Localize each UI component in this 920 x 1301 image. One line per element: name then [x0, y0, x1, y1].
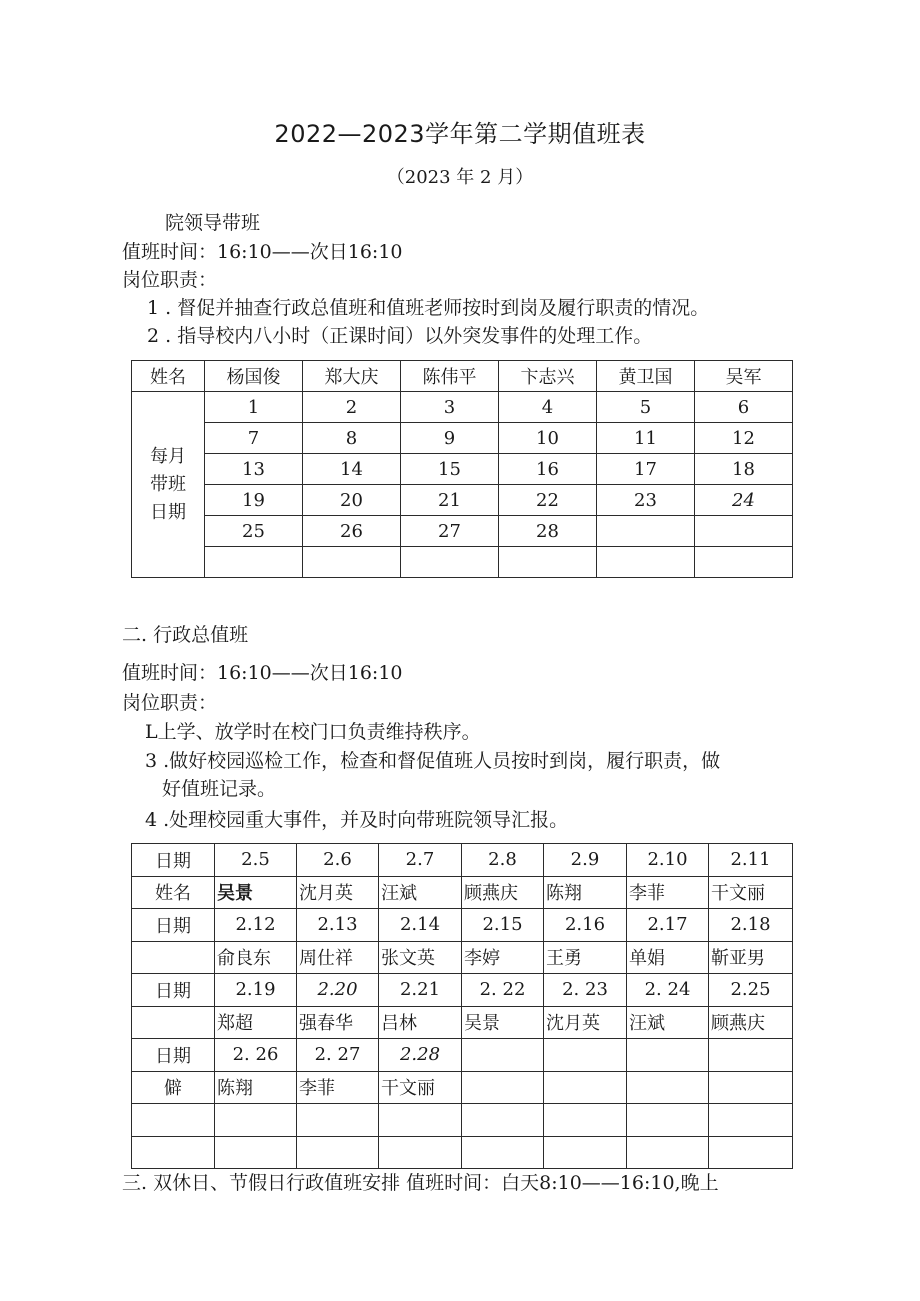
section2-duty-item: L上学、放学时在校门口负责维持秩序。 — [145, 721, 481, 743]
date-cell — [695, 547, 793, 578]
admin-duty-table — [131, 843, 793, 1169]
name-cell: 吴景 — [215, 876, 297, 909]
date-cell: 1 — [205, 392, 303, 423]
empty-cell — [709, 1104, 793, 1137]
table-row — [132, 1136, 793, 1169]
date-cell: 19 — [205, 485, 303, 516]
date-cell: 12 — [695, 423, 793, 454]
date-cell: 15 — [401, 454, 499, 485]
empty-cell — [379, 1104, 462, 1137]
name-cell: 汪斌 — [379, 876, 462, 909]
empty-cell — [544, 1104, 627, 1137]
date-cell: 25 — [205, 516, 303, 547]
date-cell: 14 — [303, 454, 401, 485]
section2-duty-time: 值班时间：16:10——次日16:10 — [122, 662, 403, 684]
date-cell: 2.7 — [379, 844, 462, 877]
name-cell: 李菲 — [627, 876, 709, 909]
header-cell: 卞志兴 — [499, 361, 597, 392]
date-cell: 2.14 — [379, 909, 462, 942]
table-row — [132, 1039, 793, 1072]
empty-cell — [297, 1104, 379, 1137]
name-cell: 张文英 — [379, 941, 462, 974]
date-cell: 2.25 — [709, 974, 793, 1007]
date-cell — [303, 547, 401, 578]
section2-heading: 二. 行政总值班 — [122, 624, 249, 646]
date-cell: 2.17 — [627, 909, 709, 942]
section1-duty-item: 1 . 督促并抽查行政总值班和值班老师按时到岗及履行职责的情况。 — [147, 297, 710, 319]
date-cell: 2.5 — [215, 844, 297, 877]
empty-cell — [462, 1104, 544, 1137]
date-cell: 2.21 — [379, 974, 462, 1007]
date-cell — [205, 547, 303, 578]
page-title: 2022—2023学年第二学期值班表 — [274, 120, 646, 148]
row-label: 日期 — [132, 909, 215, 942]
table-row — [132, 909, 793, 942]
name-cell: 陈翔 — [544, 876, 627, 909]
row-label — [132, 1006, 215, 1039]
row-label: 日期 — [132, 974, 215, 1007]
table-row — [132, 547, 793, 578]
date-cell — [597, 516, 695, 547]
empty-cell — [627, 1104, 709, 1137]
name-cell: 汪斌 — [627, 1006, 709, 1039]
name-cell: 吴景 — [462, 1006, 544, 1039]
header-cell: 陈伟平 — [401, 361, 499, 392]
name-cell: 干文丽 — [709, 876, 793, 909]
row-label: 姓名 — [132, 876, 215, 909]
date-cell: 22 — [499, 485, 597, 516]
date-cell: 7 — [205, 423, 303, 454]
date-cell — [462, 1039, 544, 1072]
date-cell: 2.18 — [709, 909, 793, 942]
section1-duties-label: 岗位职责： — [122, 269, 218, 291]
name-cell: 郑超 — [215, 1006, 297, 1039]
table-row — [132, 454, 793, 485]
date-cell: 2.20 — [297, 974, 379, 1007]
name-cell: 俞良东 — [215, 941, 297, 974]
date-cell — [597, 547, 695, 578]
date-cell: 2.9 — [544, 844, 627, 877]
section1-heading: 院领导带班 — [165, 212, 261, 234]
section2-duty-item: 好值班记录。 — [162, 778, 277, 800]
date-cell — [627, 1039, 709, 1072]
name-cell: 靳亚男 — [709, 941, 793, 974]
header-cell: 吴军 — [695, 361, 793, 392]
table-row — [132, 844, 793, 877]
date-cell: 24 — [695, 485, 793, 516]
header-cell: 黄卫国 — [597, 361, 695, 392]
date-cell: 2.12 — [215, 909, 297, 942]
empty-cell — [297, 1136, 379, 1169]
date-cell — [695, 516, 793, 547]
name-cell: 单娟 — [627, 941, 709, 974]
name-cell: 陈翔 — [215, 1071, 297, 1104]
table-header-row — [132, 361, 793, 392]
name-cell — [709, 1071, 793, 1104]
section3-heading: 三. 双休日、节假日行政值班安排 值班时间：白天8:10——16:10,晚上 — [122, 1172, 719, 1194]
date-cell: 11 — [597, 423, 695, 454]
row-label-line: 每月 — [150, 445, 186, 467]
date-cell: 2. 27 — [297, 1039, 379, 1072]
name-cell: 强春华 — [297, 1006, 379, 1039]
name-cell: 顾燕庆 — [462, 876, 544, 909]
row-label-line: 带班 — [150, 473, 186, 495]
date-cell: 2.8 — [462, 844, 544, 877]
date-cell: 2. 22 — [462, 974, 544, 1007]
row-label: 日期 — [132, 844, 215, 877]
name-cell — [462, 1071, 544, 1104]
date-cell — [499, 547, 597, 578]
table-row — [132, 941, 793, 974]
header-cell: 杨国俊 — [205, 361, 303, 392]
date-cell: 2.15 — [462, 909, 544, 942]
section1-duty-time: 值班时间：16:10——次日16:10 — [122, 241, 403, 263]
date-cell: 27 — [401, 516, 499, 547]
row-label-line: 日期 — [150, 501, 186, 523]
date-cell: 20 — [303, 485, 401, 516]
date-cell: 2.10 — [627, 844, 709, 877]
section2-duties-label: 岗位职责： — [122, 692, 218, 714]
name-cell — [627, 1071, 709, 1104]
header-cell: 姓名 — [132, 361, 205, 392]
date-cell: 2. 23 — [544, 974, 627, 1007]
empty-cell — [709, 1136, 793, 1169]
table-row — [132, 1006, 793, 1039]
page-subtitle: （2023 年 2 月） — [386, 167, 534, 188]
empty-cell — [627, 1136, 709, 1169]
table-row — [132, 876, 793, 909]
date-cell: 2.6 — [297, 844, 379, 877]
date-cell — [401, 547, 499, 578]
empty-cell — [379, 1136, 462, 1169]
table-row — [132, 1071, 793, 1104]
date-cell: 21 — [401, 485, 499, 516]
name-cell: 李菲 — [297, 1071, 379, 1104]
section2-duty-item: 4 .处理校园重大事件，并及时向带班院领导汇报。 — [145, 809, 569, 831]
table-row — [132, 423, 793, 454]
table-row — [132, 485, 793, 516]
row-label-cell — [132, 392, 205, 578]
date-cell: 2.19 — [215, 974, 297, 1007]
leader-duty-table — [131, 360, 793, 578]
date-cell: 6 — [695, 392, 793, 423]
date-cell: 2.13 — [297, 909, 379, 942]
date-cell — [544, 1039, 627, 1072]
date-cell: 2 — [303, 392, 401, 423]
name-cell: 李婷 — [462, 941, 544, 974]
name-cell: 沈月英 — [297, 876, 379, 909]
date-cell: 2. 24 — [627, 974, 709, 1007]
date-cell: 16 — [499, 454, 597, 485]
row-label — [132, 941, 215, 974]
row-label: 日期 — [132, 1039, 215, 1072]
row-label — [132, 1104, 215, 1137]
date-cell: 23 — [597, 485, 695, 516]
date-cell: 13 — [205, 454, 303, 485]
empty-cell — [215, 1136, 297, 1169]
date-cell: 2.16 — [544, 909, 627, 942]
table-row — [132, 1104, 793, 1137]
date-cell: 5 — [597, 392, 695, 423]
row-label — [132, 1136, 215, 1169]
date-cell: 18 — [695, 454, 793, 485]
table-row — [132, 392, 793, 423]
date-cell — [709, 1039, 793, 1072]
date-cell: 17 — [597, 454, 695, 485]
date-cell: 26 — [303, 516, 401, 547]
date-cell: 10 — [499, 423, 597, 454]
date-cell: 2. 26 — [215, 1039, 297, 1072]
empty-cell — [544, 1136, 627, 1169]
row-label: 僻 — [132, 1071, 215, 1104]
empty-cell — [215, 1104, 297, 1137]
name-cell: 周仕祥 — [297, 941, 379, 974]
date-cell: 8 — [303, 423, 401, 454]
name-cell — [544, 1071, 627, 1104]
date-cell: 9 — [401, 423, 499, 454]
date-cell: 3 — [401, 392, 499, 423]
date-cell: 2.28 — [379, 1039, 462, 1072]
section2-duty-item: 3 .做好校园巡检工作，检查和督促值班人员按时到岗，履行职责，做 — [145, 750, 721, 772]
table-row — [132, 974, 793, 1007]
name-cell: 顾燕庆 — [709, 1006, 793, 1039]
name-cell: 沈月英 — [544, 1006, 627, 1039]
name-cell: 干文丽 — [379, 1071, 462, 1104]
section1-duty-item: 2 . 指导校内八小时（正课时间）以外突发事件的处理工作。 — [147, 325, 653, 347]
date-cell: 28 — [499, 516, 597, 547]
empty-cell — [462, 1136, 544, 1169]
table-row — [132, 516, 793, 547]
name-cell: 王勇 — [544, 941, 627, 974]
date-cell: 2.11 — [709, 844, 793, 877]
date-cell: 4 — [499, 392, 597, 423]
header-cell: 郑大庆 — [303, 361, 401, 392]
name-cell: 吕林 — [379, 1006, 462, 1039]
